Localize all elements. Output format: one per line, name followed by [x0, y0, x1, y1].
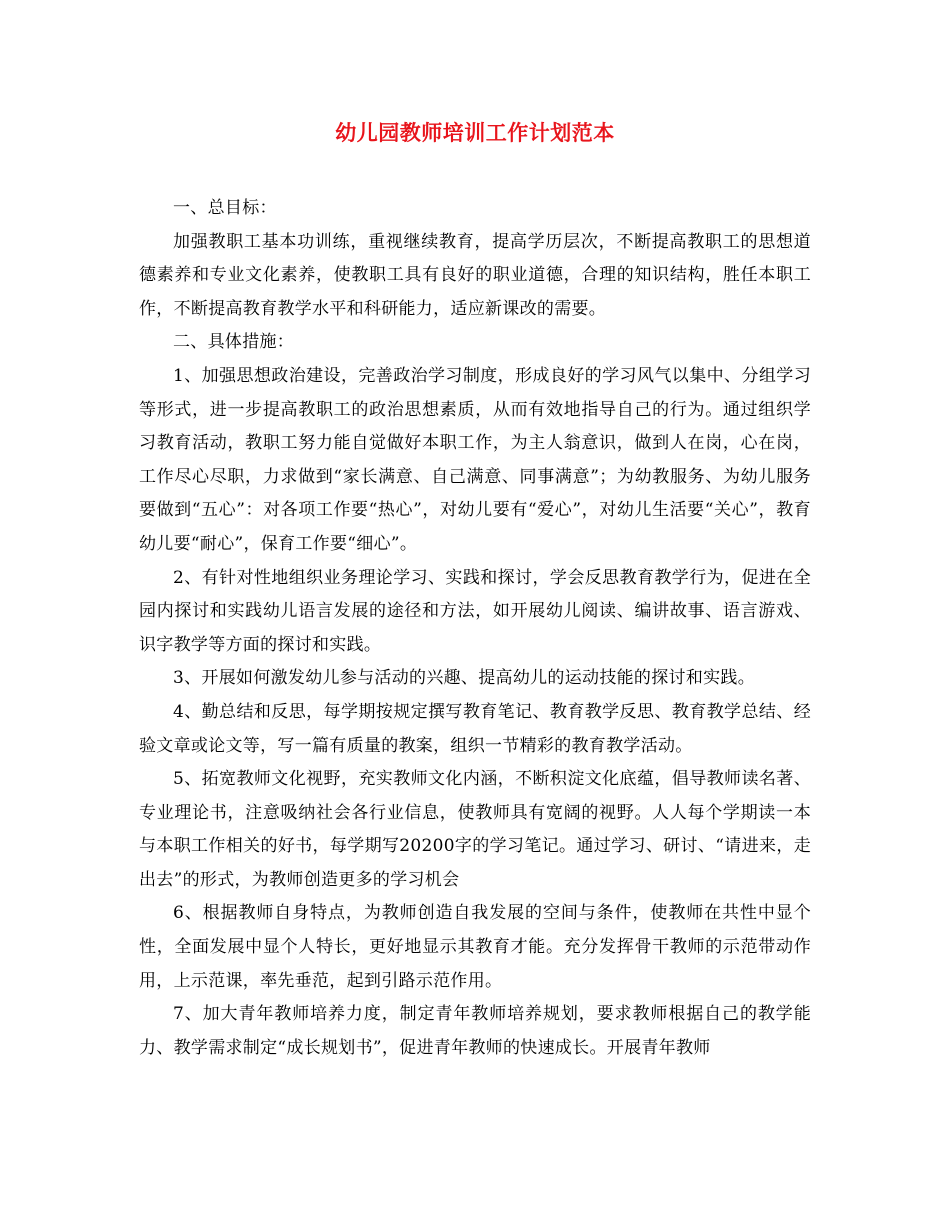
measure-item-2: 2、有针对性地组织业务理论学习、实践和探讨，学会反思教育教学行为，促进在全园内探讨和实践幼儿语言发展的途径和方法，如开展幼儿阅读、编讲故事、语言游戏、识字教学等方面的探讨和实践。 — [139, 567, 811, 655]
measure-item-1: 1、加强思想政治建设，完善政治学习制度，形成良好的学习风气以集中、分组学习等形式，进一步提高教职工的政治思想素质，从而有效地指导自己的行为。通过组织学习教育活动，教职工努力能自觉做好本职工作，为主人翁意识，做到人在岗，心在岗，工作尽心尽职，力求做到“家长满意、自己满意、同事满意”；为幼教服务、为幼儿服务要做到“五心”：对各项工作要“热心”，对幼儿要有“爱心”，对幼儿生活要“关心”，教育幼儿要“耐心”，保育工作要“细心”。 — [139, 365, 811, 554]
measure-item-3: 3、开展如何激发幼儿参与活动的兴趣、提高幼儿的运动技能的探讨和实践。 — [173, 668, 756, 689]
document-body — [139, 192, 811, 1065]
measure-item-4: 4、勤总结和反思，每学期按规定撰写教育笔记、教育教学反思、教育教学总结、经验文章或论文等，写一篇有质量的教案，组织一节精彩的教育教学活动。 — [139, 701, 811, 756]
section-heading-goal: 一、总目标： — [173, 198, 277, 218]
section-heading-measures: 二、具体措施： — [173, 332, 295, 353]
document-title: 幼儿园教师培训工作计划范本 — [335, 121, 615, 145]
goal-paragraph: 加强教职工基本功训练，重视继续教育，提高学历层次，不断提高教职工的思想道德素养和专业文化素养，使教职工具有良好的职业道德，合理的知识结构，胜任本职工作，不断提高教育教学水平和科研能力，适应新课改的需要。 — [139, 231, 811, 319]
measure-item-5: 5、拓宽教师文化视野，充实教师文化内涵，不断积淀文化底蕴，倡导教师读名著、专业理论书，注意吸纳社会各行业信息，使教师具有宽阔的视野。人人每个学期读一本与本职工作相关的好书，每学期写20200字的学习笔记。通过学习、研讨、“请进来，走出去”的形式，为教师创造更多的学习机会 — [139, 769, 811, 890]
measure-item-7: 7、加大青年教师培养力度，制定青年教师培养规划，要求教师根据自己的教学能力、教学需求制定“成长规划书”，促进青年教师的快速成长。开展青年教师 — [139, 1004, 811, 1058]
measure-item-6: 6、根据教师自身特点，为教师创造自我发展的空间与条件，使教师在共性中显个性，全面发展中显个人特长，更好地显示其教育才能。充分发挥骨干教师的示范带动作用，上示范课，率先垂范，起到引路示范作用。 — [139, 903, 811, 991]
